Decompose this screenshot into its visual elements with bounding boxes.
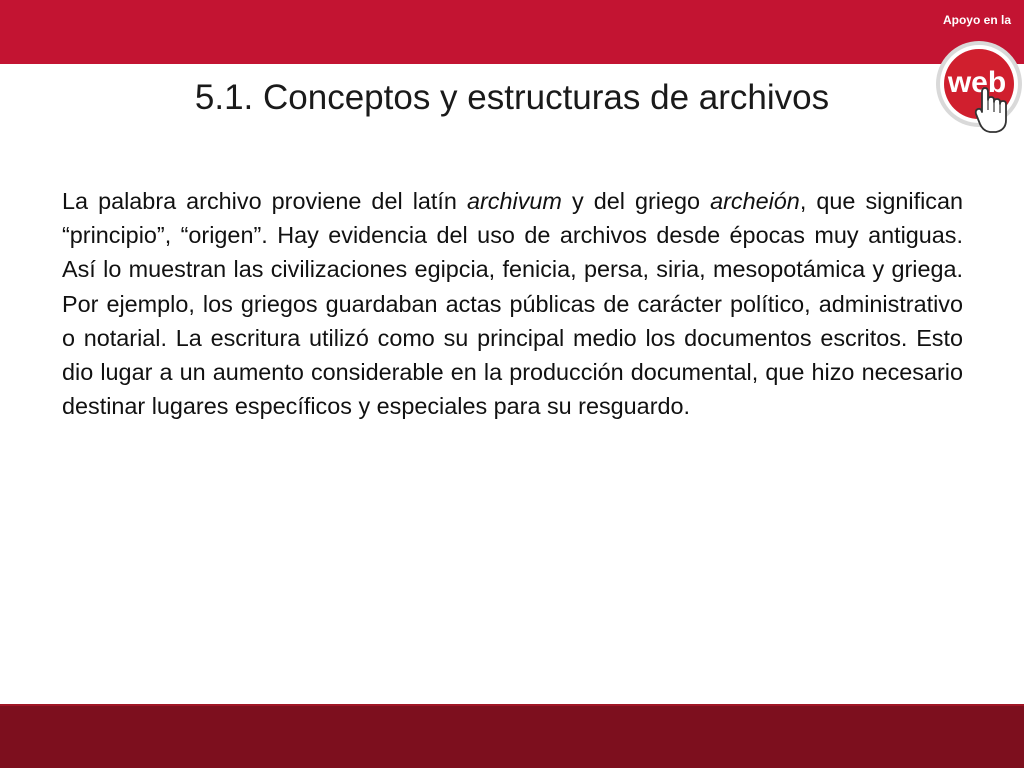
term-archivum: archivum [467, 188, 562, 214]
header-bar [0, 0, 1024, 64]
slide-title: 5.1. Conceptos y estructuras de archivos [194, 78, 830, 117]
paragraph-text-2: y del griego [561, 188, 711, 214]
logo-word: web [947, 66, 1007, 99]
paragraph-text-3: , que significan “principio”, “origen”. Hay evidencia del uso de archivos desde épocas muy antiguas. Así lo muestran las civilizaciones egipcia, fenicia, persa, siria, mesopotámica y griega. Por ejemplo, los griegos guardaban actas públicas de carácter político, administrativo o notarial. La escritura utilizó como su principal medio los documentos escritos. Esto dio lugar a un aumento considerable en la producción documental, que hizo necesario destinar lugares específicos y especiales para su resguardo. [62, 188, 963, 420]
footer-bar [0, 706, 1024, 768]
paragraph-text-1: La palabra archivo proviene del latín [62, 188, 467, 214]
body-paragraph [62, 184, 963, 423]
term-archeion: archeión [710, 188, 800, 214]
logo-caption: Apoyo en la [942, 13, 1011, 27]
